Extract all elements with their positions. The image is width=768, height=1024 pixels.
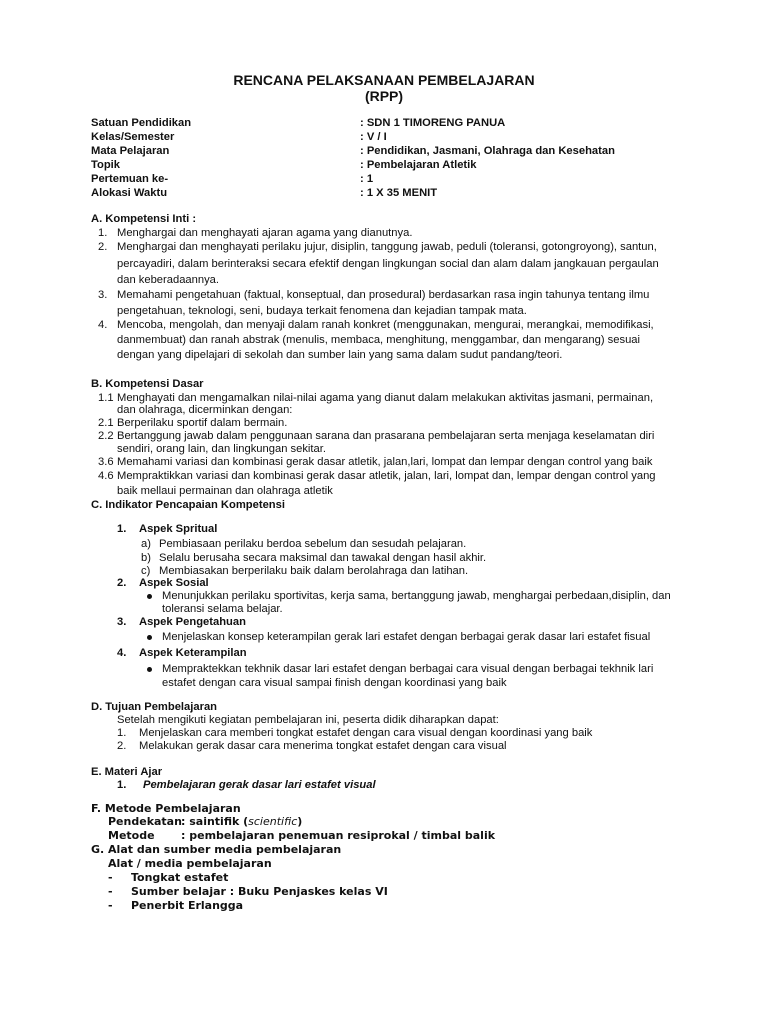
section-g-heading: G. Alat dan sumber media pembelajaran (91, 843, 342, 856)
list-item-text: sendiri, orang lain, dan lingkungan sekitar. (117, 443, 326, 455)
aspect-title: Aspek Sosial (139, 577, 209, 589)
list-item-text: Mencoba, mengolah, dan menyaji dalam ranah konkret (menggunakan, mengurai, merangkai, memodifikasi, (117, 319, 654, 331)
identity-label: Pertemuan ke- (91, 173, 169, 185)
list-item-text: Tongkat estafet (131, 871, 229, 884)
identity-value: : 1 X 35 MENIT (360, 187, 438, 199)
metode-label: Metode (108, 829, 155, 842)
section-a-heading: A. Kompetensi Inti : (91, 213, 197, 225)
identity-value: : V / I (360, 131, 387, 143)
sub-item-text: Menunjukkan perilaku sportivitas, kerja sama, bertanggung jawab, menghargai perbedaan,disiplin, dan (162, 590, 671, 602)
pendekatan-label: Pendekatan (108, 815, 182, 828)
list-item-text: Mempraktikkan variasi dan kombinasi gerak dasar atletik, jalan, lari, lompat dan, lempar dengan control yang (117, 470, 656, 482)
list-item-text: Penerbit Erlangga (131, 899, 244, 912)
document-title: RENCANA PELAKSANAAN PEMBELAJARAN (233, 72, 535, 88)
list-item-text: dan keberadaannya. (117, 274, 220, 286)
list-number: 1.1 (98, 392, 114, 404)
sub-item-text: Membiasakan berperilaku baik dalam berolahraga dan latihan. (159, 565, 469, 577)
list-item-text: Berperilaku sportif dalam bermain. (117, 417, 288, 429)
identity-value: : Pendidikan, Jasmani, Olahraga dan Kesehatan (360, 145, 615, 157)
list-item-text: Melakukan gerak dasar cara menerima tongkat estafet dengan cara visual (139, 740, 507, 752)
identity-label: Alokasi Waktu (91, 187, 168, 199)
list-dash: - (108, 885, 113, 898)
aspect-title: Aspek Keterampilan (139, 647, 247, 659)
sub-item-mark: b) (141, 552, 151, 564)
section-b-heading: B. Kompetensi Dasar (91, 378, 204, 390)
metode-value: : pembelajaran penemuan resiprokal / timbal balik (181, 829, 496, 842)
list-dash: - (108, 871, 113, 884)
bullet-icon (147, 667, 152, 672)
list-number: 2. (117, 740, 127, 752)
identity-value: : Pembelajaran Atletik (360, 159, 477, 171)
section-d-intro: Setelah mengikuti kegiatan pembelajaran ini, peserta didik diharapkan dapat: (117, 714, 499, 726)
aspect-number: 3. (117, 616, 127, 628)
list-item-text: Sumber belajar : Buku Penjaskes kelas VI (131, 885, 388, 898)
list-item-text: pengetahuan, teknologi, seni, budaya terkait fenomena dan kejadian tampak mata. (117, 305, 527, 317)
sub-item-text: Mempraktekkan tekhnik dasar lari estafet dengan berbagai cara visual dengan berbagai tekhnik lari (162, 663, 654, 675)
list-item-text: percayadiri, dalam berinteraksi secara efektif dengan lingkungan social dan alam dalam jangkauan pergaulan (117, 258, 659, 270)
list-item-text: Menghargai dan menghayati perilaku jujur, disiplin, tanggung jawab, peduli (toleransi, gotongroyong), santun, (117, 241, 657, 253)
sub-item-text: estafet dengan cara visual sampai finish dengan koordinasi yang baik (162, 677, 507, 689)
section-c-heading: C. Indikator Pencapaian Kompetensi (91, 499, 285, 511)
list-number: 3.6 (98, 456, 114, 468)
aspect-number: 2. (117, 577, 127, 589)
list-item-text: dan olahraga, dicerminkan dengan: (117, 404, 293, 416)
list-item-text: Bertanggung jawab dalam penggunaan sarana dan prasarana pembelajaran serta menjaga keselamatan diri (117, 430, 655, 442)
aspect-title: Aspek Pengetahuan (139, 616, 246, 628)
list-number: 2. (98, 241, 108, 253)
list-item-text: dengan yang dipelajari di sekolah dan sumber lain yang sama dalam sudut pandang/teori. (117, 349, 563, 361)
list-dash: - (108, 899, 113, 912)
list-item-text: baik mellaui permainan dan olahraga atletik (117, 485, 333, 497)
bullet-icon (147, 635, 152, 640)
section-g-subheading: Alat / media pembelajaran (108, 857, 272, 870)
list-item-text: danmembuat) dan ranah abstrak (menulis, membaca, menghitung, menggambar, dan mengarang) sesuai (117, 334, 640, 346)
list-item-text: Memahami variasi dan kombinasi gerak dasar atletik, jalan,lari, lompat dan lempar dengan control yang baik (117, 456, 653, 468)
sub-item-text: Menjelaskan konsep keterampilan gerak lari estafet dengan berbagai gerak dasar lari estafet fisual (162, 631, 651, 643)
aspect-number: 1. (117, 523, 127, 535)
materi-ajar-text: Pembelajaran gerak dasar lari estafet visual (143, 779, 376, 791)
list-item-text: Menghargai dan menghayati ajaran agama yang dianutnya. (117, 227, 413, 239)
list-number: 1. (98, 227, 108, 239)
sub-item-text: Selalu berusaha secara maksimal dan tawakal dengan hasil akhir. (159, 552, 487, 564)
section-f-heading: F. Metode Pembelajaran (91, 802, 241, 815)
list-item-text: Menghayati dan mengamalkan nilai-nilai agama yang dianut dalam melakukan aktivitas jasmani, permainan, (117, 392, 654, 404)
sub-item-mark: c) (141, 565, 151, 577)
list-item-text: Memahami pengetahuan (faktual, konseptual, dan prosedural) berdasarkan rasa ingin tahunya tentang ilmu (117, 289, 650, 301)
section-e-heading: E. Materi Ajar (91, 766, 163, 778)
list-number: 3. (98, 289, 108, 301)
identity-label: Topik (91, 159, 121, 171)
list-number: 1. (117, 779, 127, 791)
list-number: 4.6 (98, 470, 114, 482)
identity-label: Satuan Pendidikan (91, 117, 192, 129)
sub-item-text: Pembiasaan perilaku berdoa sebelum dan sesudah pelajaran. (159, 538, 467, 550)
list-number: 4. (98, 319, 108, 331)
list-number: 2.2 (98, 430, 114, 442)
sub-item-mark: a) (141, 538, 151, 550)
list-number: 2.1 (98, 417, 114, 429)
aspect-number: 4. (117, 647, 127, 659)
aspect-title: Aspek Spritual (139, 523, 218, 535)
bullet-icon (147, 594, 152, 599)
identity-value: : 1 (360, 173, 374, 185)
identity-label: Kelas/Semester (91, 131, 175, 143)
document-subtitle: (RPP) (364, 88, 404, 104)
list-item-text: Menjelaskan cara memberi tongkat estafet dengan cara visual dengan koordinasi yang baik (139, 727, 593, 739)
list-number: 1. (117, 727, 127, 739)
pendekatan-value: : saintifik (scientific) (181, 815, 303, 828)
identity-value: : SDN 1 TIMORENG PANUA (360, 117, 506, 129)
identity-label: Mata Pelajaran (91, 145, 170, 157)
sub-item-text: toleransi selama belajar. (162, 603, 283, 615)
section-d-heading: D. Tujuan Pembelajaran (91, 701, 217, 713)
